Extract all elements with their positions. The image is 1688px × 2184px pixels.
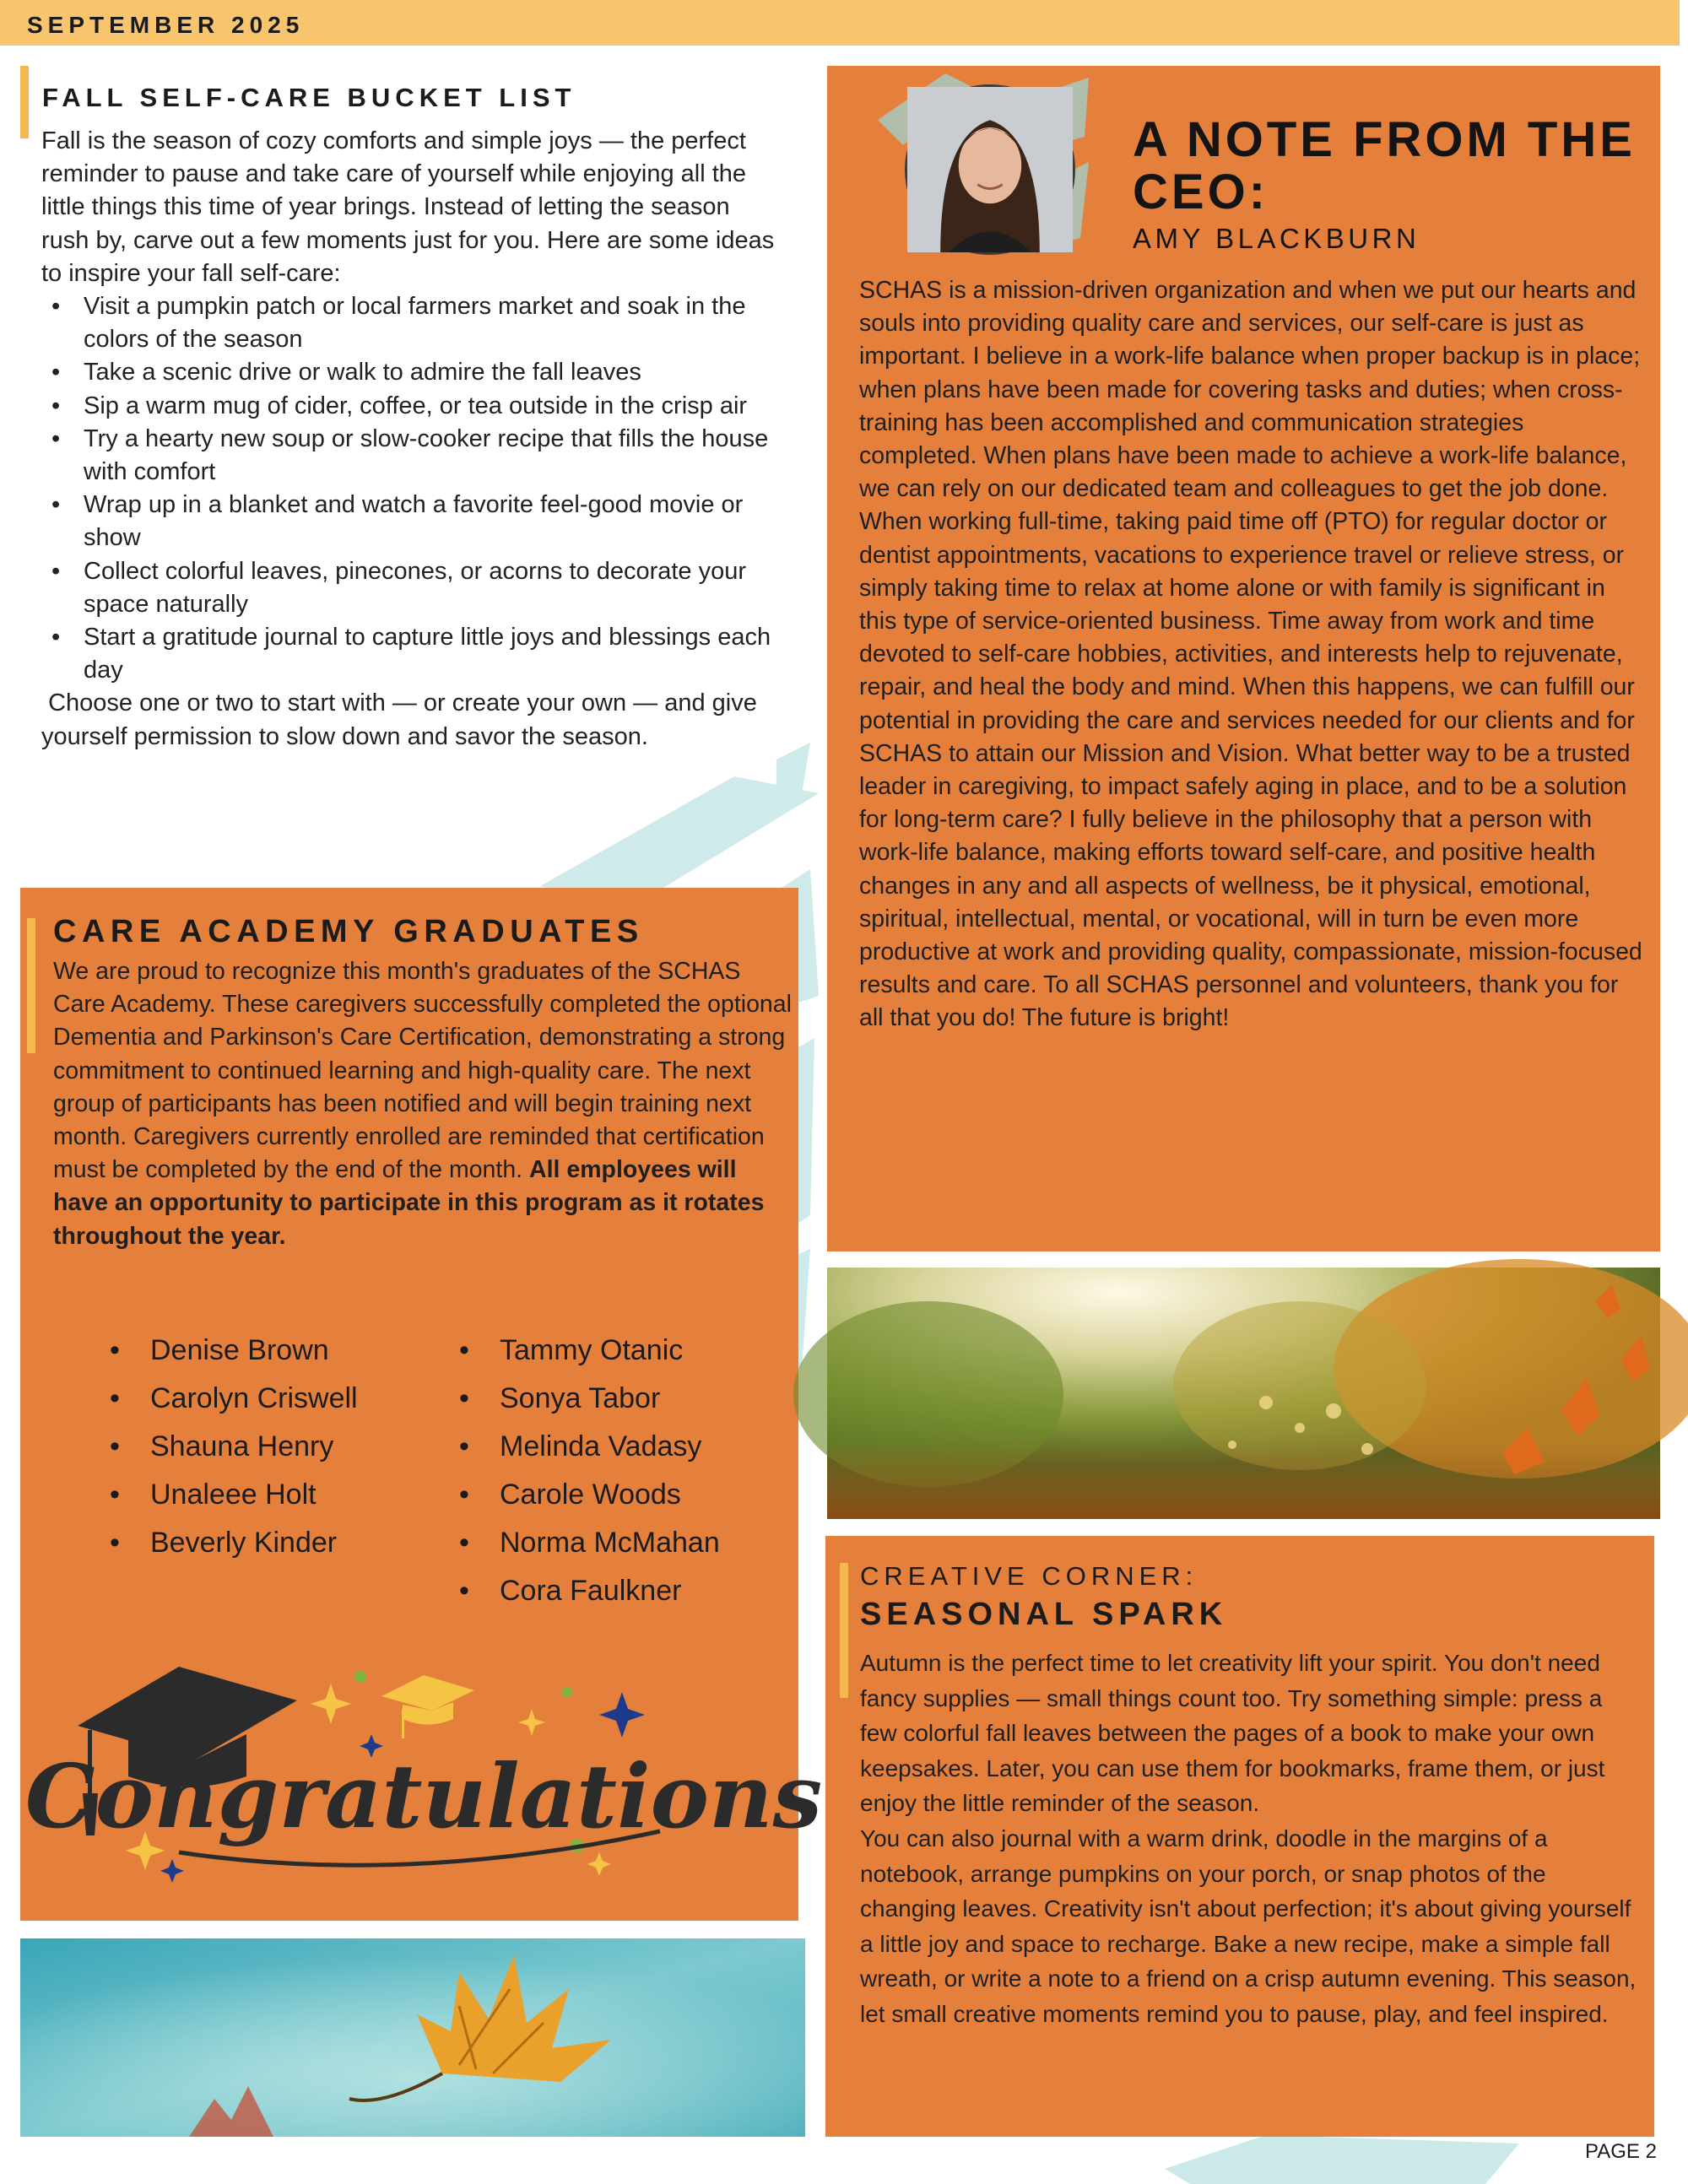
ceo-name: AMY BLACKBURN	[1133, 223, 1420, 254]
list-item: • Carole Woods	[457, 1471, 720, 1519]
creative-corner-title: CREATIVE CORNER:	[860, 1561, 1198, 1591]
creative-paragraph-2: You can also journal with a warm drink, doodle in the margins of a notebook, arrange pumpkins on your porch, or snap photos of the changing leaves. Creativity isn't about perfection; it's about giving yourself a little joy and space to recharge. Bake a new recipe, make a simple fall wreath, or write a note to a friend on a crisp autumn evening. This season, let small creative moments remind you to pause, play, and feel inspired.	[860, 1825, 1637, 2027]
list-item: • Denise Brown	[108, 1327, 358, 1375]
ceo-note-title: A NOTE FROM THE CEO:	[1133, 112, 1636, 219]
list-item: • Norma McMahan	[457, 1519, 720, 1567]
section-accent-bar	[840, 1563, 848, 1698]
creative-paragraph-1: Autumn is the perfect time to let creativity lift your spirit. You don't need fancy supplies — small things count too. Try something simple: press a few colorful fall leaves between the pages of a book to make your own keepsakes. Later, you can use them for bookmarks, frame them, or just enjoy the little reminder of the season.	[860, 1650, 1605, 1817]
list-item: • Sip a warm mug of cider, coffee, or tea outside in the crisp air	[41, 390, 784, 423]
list-item: • Take a scenic drive or walk to admire the fall leaves	[41, 356, 784, 389]
list-item: • Shauna Henry	[108, 1423, 358, 1471]
teal-brush-decoration-bottom	[1165, 2135, 1519, 2184]
list-item: • Unaleee Holt	[108, 1471, 358, 1519]
list-item: • Carolyn Criswell	[108, 1375, 358, 1423]
section-accent-bar	[20, 66, 29, 138]
autumn-forest-photo	[827, 1268, 1660, 1519]
care-academy-body	[53, 955, 792, 1253]
fall-closing: Choose one or two to start with — or create your own — and give yourself permission to slow down and savor the season.	[41, 689, 764, 750]
section-accent-bar	[27, 918, 35, 1053]
page-number: PAGE 2	[1585, 2140, 1657, 2163]
creative-corner-subtitle: SEASONAL SPARK	[860, 1597, 1228, 1632]
top-banner	[0, 0, 1680, 46]
autumn-leaf-photo	[20, 1938, 805, 2137]
graduates-list-right	[457, 1327, 720, 1615]
list-item: • Sonya Tabor	[457, 1375, 720, 1423]
list-item: • Melinda Vadasy	[457, 1423, 720, 1471]
list-item: • Cora Faulkner	[457, 1567, 720, 1615]
graduates-list-left	[108, 1327, 358, 1567]
fall-ideas-list	[41, 290, 784, 687]
fall-intro: Fall is the season of cozy comforts and simple joys — the perfect reminder to pause and take care of yourself while enjoying all the little things this time of year brings. Instead of letting the season rush by, carve out a few moments just for you. Here are some ideas to inspire your fall self-care:	[41, 127, 775, 287]
list-item: • Collect colorful leaves, pinecones, or acorns to decorate your space naturally	[41, 555, 784, 621]
ceo-portrait-icon	[907, 87, 1073, 252]
issue-date: SEPTEMBER 2025	[27, 12, 305, 38]
care-academy-bold-note: All employees will have an opportunity to participate in this program as it rotates throughout the year.	[53, 1156, 765, 1250]
ceo-note-body: SCHAS is a mission-driven organization and when we put our hearts and souls into providing quality care and services, our self-care is just as important. I believe in a work-life balance when proper backup is in place; when plans have been made for covering tasks and duties; when cross-training has been accomplished and communication strategies completed. When plans have been made to achieve a work-life balance, we can rely on our dedicated team and colleagues to get the job done. When working full-time, taking paid time off (PTO) for regular doctor or dentist appointments, vacations to experience travel or relieve stress, or simply taking time to relax at home alone or with family is significant in this type of service-oriented business. Time away from work and time devoted to self-care hobbies, activities, and interests help to rejuvenate, repair, and heal the body and mind. When this happens, we can fulfill our potential in providing the care and services needed for our clients and for SCHAS to attain our Mission and Vision. What better way to be a trusted leader in caregiving, to impact safely aging in place, and to be a solution for long-term care? I fully believe in the philosophy that a person with work-life balance, making efforts toward self-care, and positive health changes in any and all aspects of wellness, be it physical, emotional, spiritual, intellectual, mental, or vocational, will in turn be even more productive at work and providing quality, compassionate, mission-focused results and care. To all SCHAS personnel and volunteers, thank you for all that you do! The future is bright!	[859, 277, 1642, 1032]
care-academy-title: CARE ACADEMY GRADUATES	[53, 914, 644, 949]
list-item: • Tammy Otanic	[457, 1327, 720, 1375]
small-graduation-cap-icon	[381, 1675, 474, 1738]
ceo-avatar	[905, 84, 1075, 255]
list-item: • Visit a pumpkin patch or local farmers market and soak in the colors of the season	[41, 290, 784, 356]
creative-corner-body	[860, 1646, 1641, 2032]
care-academy-text: We are proud to recognize this month's graduates of the SCHAS Care Academy. These caregivers successfully completed the optional Dementia and Parkinson's Care Certification, demonstrating a strong commitment to continued learning and high-quality care. The next group of participants has been notified and will begin training next month. Caregivers currently enrolled are reminded that certification must be completed by the end of the month.	[53, 958, 792, 1184]
fall-section-title: FALL SELF-CARE BUCKET LIST	[42, 83, 576, 112]
congratulations-script: Congratulations	[24, 1744, 823, 1848]
list-item: • Try a hearty new soup or slow-cooker recipe that fills the house with comfort	[41, 423, 784, 489]
fall-section-body	[41, 125, 784, 754]
congratulations-graphic	[24, 1658, 823, 1886]
list-item: • Start a gratitude journal to capture little joys and blessings each day	[41, 621, 784, 687]
list-item: • Wrap up in a blanket and watch a favorite feel-good movie or show	[41, 489, 784, 554]
list-item: • Beverly Kinder	[108, 1519, 358, 1567]
